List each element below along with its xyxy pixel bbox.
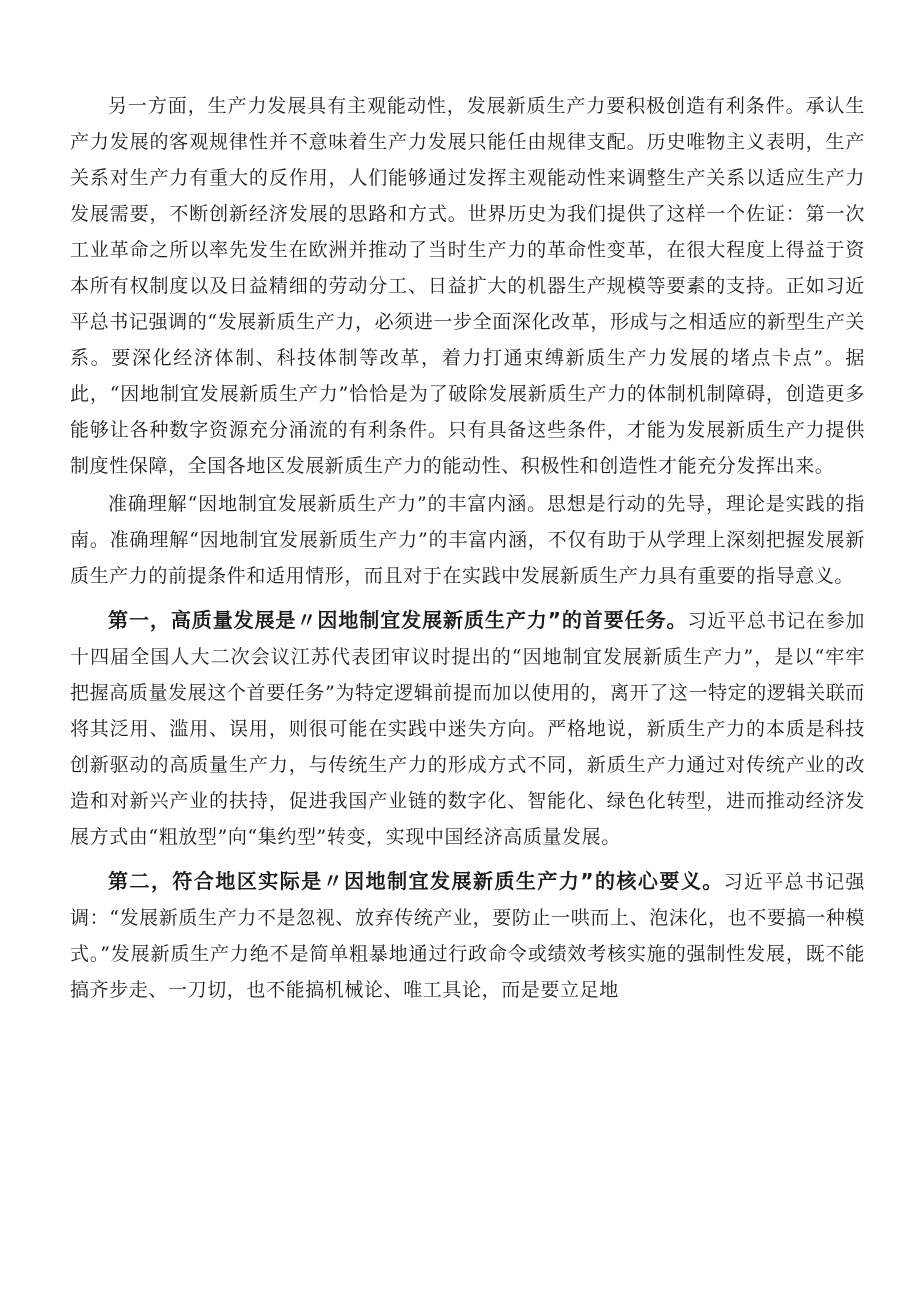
section-second-text: 习近平总书记强调：“发展新质生产力不是忽视、放弃传统产业，要防止一哄而上、泡沫化，也不要搞一种模式。”发展新质生产力绝不是简单粗暴地通过行政命令或绩效考核实施的强制性发展，既不能搞齐步走、一刀切，也不能搞机械论、唯工具论，而是要立足地 <box>70 871 866 1001</box>
section-first-high-quality <box>70 602 865 855</box>
paragraph-productivity-initiative: 另一方面，生产力发展具有主观能动性，发展新质生产力要积极创造有利条件。承认生产力发展的客观规律性并不意味着生产力发展只能任由规律支配。历史唯物主义表明，生产关系对生产力有重大的反作用，人们能够通过发挥主观能动性来调整生产关系以适应生产力发展需要，不断创新经济发展的思路和方式。世界历史为我们提供了这样一个佐证：第一次工业革命之所以率先发生在欧洲并推动了当时生产力的革命性变革，在很大程度上得益于资本所有权制度以及日益精细的劳动分工、日益扩大的机器生产规模等要素的支持。正如习近平总书记强调的“发展新质生产力，必须进一步全面深化改革，形成与之相适应的新型生产关系。要深化经济体制、科技体制等改革，着力打通束缚新质生产力发展的堵点卡点”。据此，“因地制宜发展新质生产力”恰恰是为了破除发展新质生产力的体制机制障碍，创造更多能够让各种数字资源充分涌流的有利条件。只有具备这些条件，才能为发展新质生产力提供制度性保障，全国各地区发展新质生产力的能动性、积极性和创造性才能充分发挥出来。 <box>70 95 865 477</box>
section-first-heading: 第一，高质量发展是〃因地制宜发展新质生产力”的首要任务。 <box>108 608 688 632</box>
section-second-heading: 第二，符合地区实际是〃因地制宜发展新质生产力”的核心要义。 <box>108 869 724 893</box>
document-body <box>70 88 865 1008</box>
paragraph-understanding-connotation: 准确理解“因地制宜发展新质生产力”的丰富内涵。思想是行动的先导，理论是实践的指南。准确理解“因地制宜发展新质生产力”的丰富内涵，不仅有助于从学理上深刻把握发展新质生产力的前提条件和适用情形，而且对于在实践中发展新质生产力具有重要的指导意义。 <box>70 493 865 587</box>
section-first-text: 习近平总书记在参加十四届全国人大二次会议江苏代表团审议时提出的“因地制宜发展新质生产力”，是以“牢牢把握高质量发展这个首要任务”为特定逻辑前提而加以使用的，离开了这一特定的逻辑关联而将其泛用、滥用、误用，则很可能在实践中迷失方向。严格地说，新质生产力的本质是科技创新驱动的高质量生产力，与传统生产力的形成方式不同，新质生产力通过对传统产业的改造和对新兴产业的扶持，促进我国产业链的数字化、智能化、绿色化转型，进而推动经济发展方式由“粗放型”向“集约型”转变，实现中国经济高质量发展。 <box>70 610 866 848</box>
section-second-regional-reality <box>70 863 865 1008</box>
